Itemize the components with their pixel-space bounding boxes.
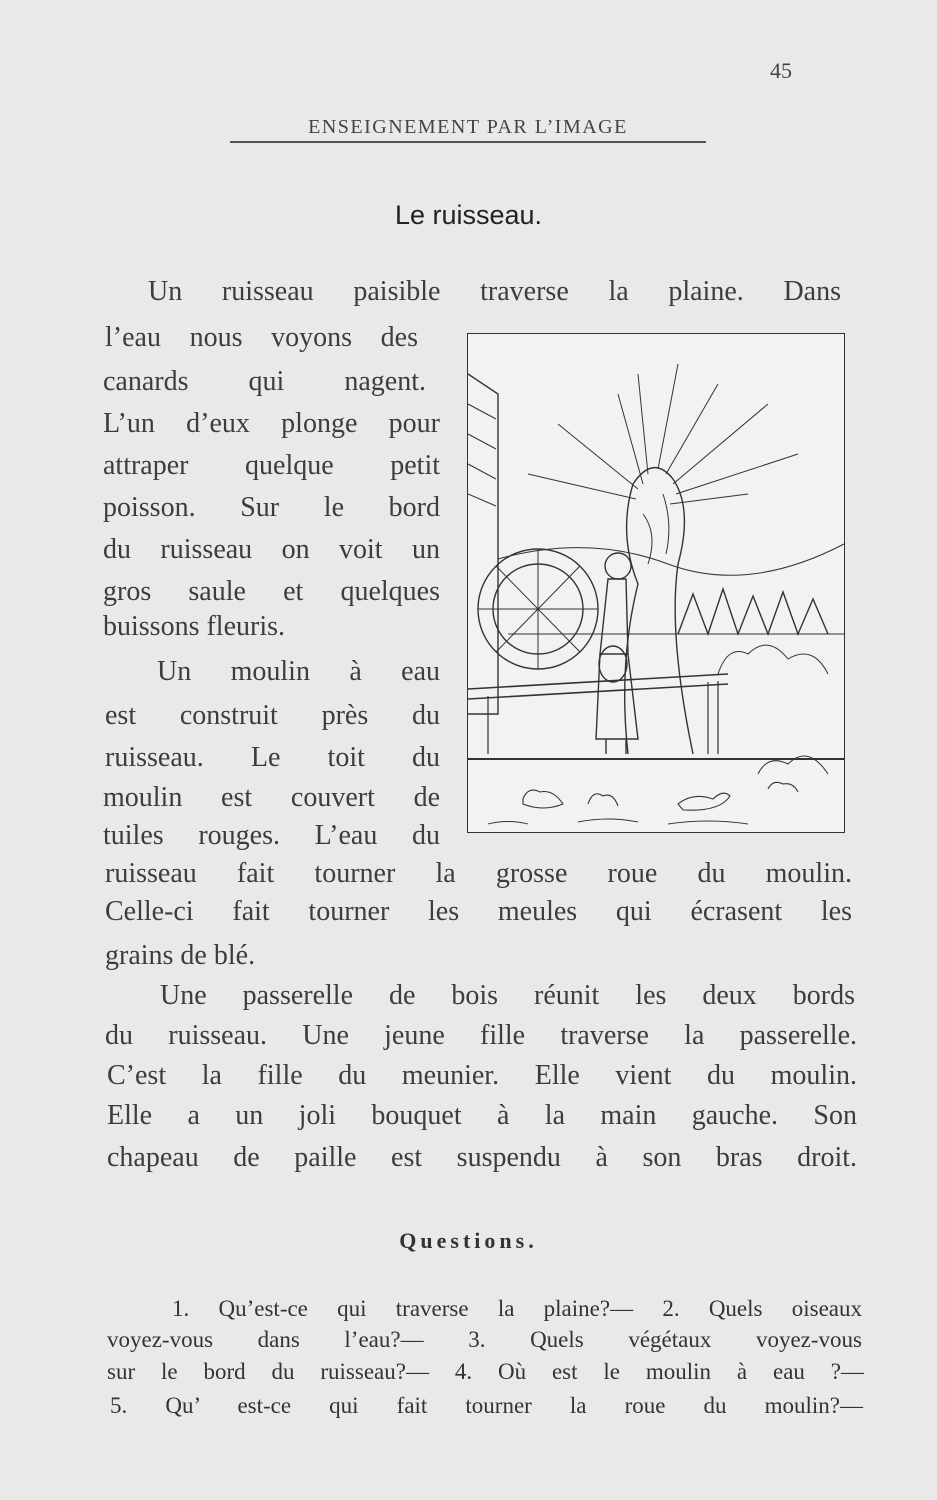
- text-line: Celle-ci fait tourner les meules qui écrasent les: [105, 896, 852, 927]
- text-line: tuiles rouges. L’eau du: [103, 820, 440, 851]
- section-heading: ENSEIGNEMENT PAR L’IMAGE: [230, 116, 706, 143]
- text-line: C’est la fille du meunier. Elle vient du moulin.: [107, 1060, 857, 1091]
- text-line: ruisseau fait tourner la grosse roue du moulin.: [105, 858, 852, 889]
- question-line: voyez-vous dans l’eau?— 3. Quels végétaux voyez-vous: [107, 1327, 862, 1352]
- text-line: l’eau nous voyons des: [105, 322, 418, 353]
- text-line: Elle a un joli bouquet à la main gauche. Son: [107, 1100, 857, 1131]
- question-line: 5. Qu’ est-ce qui fait tourner la roue du moulin?—: [110, 1393, 863, 1418]
- lesson-title: Le ruisseau.: [394, 200, 543, 230]
- text-line: Un ruisseau paisible traverse la plaine. Dans: [148, 276, 841, 307]
- illustration-drawing: [468, 334, 844, 832]
- text-line: buissons fleuris.: [103, 611, 285, 642]
- text-line: du ruisseau on voit un: [103, 534, 440, 565]
- text-line: canards qui nagent.: [103, 366, 426, 397]
- questions-heading: Questions.: [399, 1228, 538, 1253]
- question-line: 1. Qu’est-ce qui traverse la plaine?— 2. Quels oiseaux: [172, 1296, 862, 1321]
- text-line: chapeau de paille est suspendu à son bras droit.: [107, 1142, 857, 1173]
- text-line: gros saule et quelques: [103, 576, 440, 607]
- text-line: du ruisseau. Une jeune fille traverse la passerelle.: [105, 1020, 857, 1051]
- text-line: attraper quelque petit: [103, 450, 440, 481]
- text-line: Un moulin à eau: [157, 656, 440, 687]
- text-line: poisson. Sur le bord: [103, 492, 440, 523]
- text-line: Une passerelle de bois réunit les deux bords: [160, 980, 855, 1011]
- question-line: sur le bord du ruisseau?— 4. Où est le moulin à eau ?—: [107, 1359, 864, 1384]
- text-line: moulin est couvert de: [103, 782, 440, 813]
- text-line: grains de blé.: [105, 940, 256, 971]
- page-number: 45: [770, 58, 792, 83]
- text-line: est construit près du: [105, 700, 440, 731]
- text-line: L’un d’eux plonge pour: [103, 408, 440, 439]
- text-line: ruisseau. Le toit du: [105, 742, 440, 773]
- stream-illustration: [467, 333, 845, 833]
